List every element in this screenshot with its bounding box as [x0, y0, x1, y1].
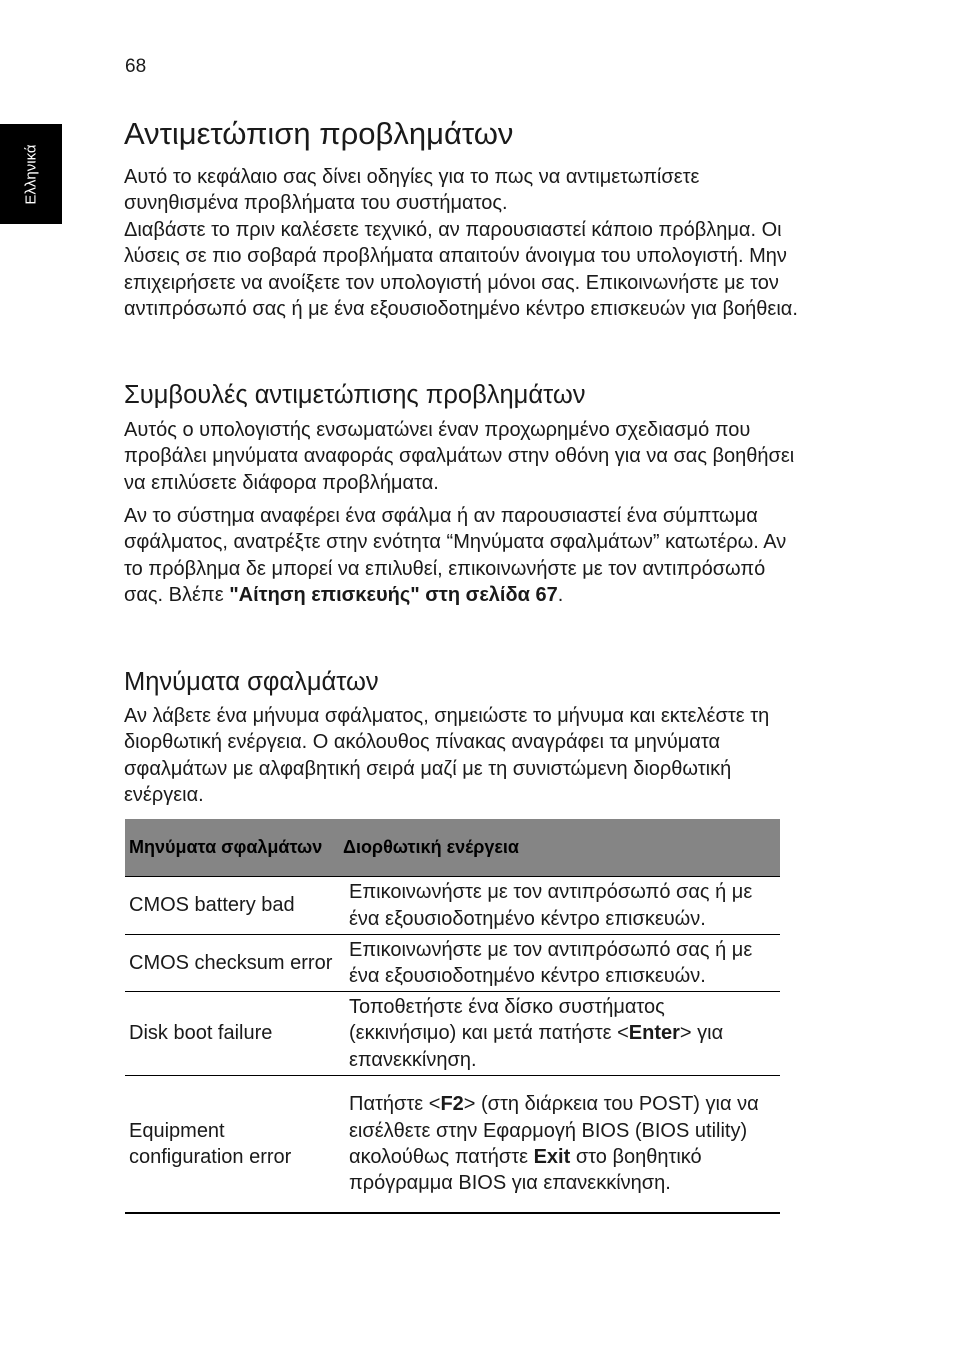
- language-tab-label: Ελληνικά: [22, 143, 40, 205]
- tips-heading: Συμβουλές αντιμετώπισης προβλημάτων: [124, 381, 586, 409]
- page-number: 68: [125, 56, 147, 77]
- column-header-message: Μηνύματα σφαλμάτων: [125, 819, 339, 877]
- error-message-cell: CMOS battery bad: [125, 877, 339, 935]
- action-text: > (στη διάρκεια του POST) για να εισέλθετε στην Εφαρμογή BIOS (BIOS utility) ακολούθως πατήστε: [349, 1093, 759, 1168]
- tips-paragraph-2-end: .: [557, 584, 564, 607]
- error-messages-table: [125, 819, 780, 1214]
- f2-key-label: F2: [440, 1093, 464, 1116]
- error-message-cell: Equipment configuration error: [125, 1076, 339, 1214]
- corrective-action-cell: Επικοινωνήστε με τον αντιπρόσωπό σας ή με ένα εξουσιοδοτημένο κέντρο επισκευών.: [339, 877, 780, 935]
- error-message-cell: Disk boot failure: [125, 992, 339, 1076]
- errors-intro: Αν λάβετε ένα μήνυμα σφάλματος, σημειώστε το μήνυμα και εκτελέστε τη διορθωτική ενέργεια. Ο ακόλουθος πίνακας αναγράφει τα μηνύματα σφαλμάτων με αλφαβητική σειρά μαζί με τη συνιστώμενη διορθωτική ενέργεια.: [124, 705, 770, 807]
- table-row: [125, 992, 780, 1076]
- action-text: Τοποθετήστε ένα δίσκο συστήματος (εκκινήσιμο) και μετά πατήστε <: [349, 995, 665, 1045]
- action-text: Πατήστε <: [349, 1093, 441, 1116]
- tips-paragraph-1: Αυτός ο υπολογιστής ενσωματώνει έναν προχωρημένο σχεδιασμό που προβάλει μηνύματα αναφοράς σφαλμάτων στην οθόνη για να σας βοηθήσει να επιλύσετε διάφορα προβλήματα.: [124, 419, 795, 494]
- page-title: Αντιμετώπιση προβλημάτων: [124, 116, 514, 151]
- action-text: > για επανεκκίνηση.: [349, 1022, 724, 1071]
- column-header-action: Διορθωτική ενέργεια: [339, 819, 780, 877]
- corrective-action-cell: Επικοινωνήστε με τον αντιπρόσωπό σας ή με ένα εξουσιοδοτημένο κέντρο επισκευών.: [339, 935, 780, 992]
- intro-line-1: Αυτό το κεφάλαιο σας δίνει οδηγίες για το πως να αντιμετωπίσετε συνηθισμένα προβλήματα του συστήματος.: [124, 166, 700, 215]
- table-row: [125, 935, 780, 992]
- action-text: στο βοηθητικό πρόγραμμα BIOS για επανεκκίνηση.: [349, 1146, 702, 1195]
- repair-request-link[interactable]: "Αίτηση επισκευής" στη σελίδα 67: [229, 584, 558, 607]
- error-message-cell: CMOS checksum error: [125, 935, 339, 992]
- errors-heading: Μηνύματα σφαλμάτων: [124, 668, 379, 696]
- intro-line-2: Διαβάστε το πριν καλέσετε τεχνικό, αν παρουσιαστεί κάποιο πρόβλημα. Οι λύσεις σε πιο σοβαρά προβλήματα απαιτούν άνοιγμα του υπολογιστή. Μην επιχειρήσετε να ανοίξετε τον υπολογιστή μόνοι σας. Επικοινωνήστε με τον αντιπρόσωπό σας ή με ένα εξουσιοδοτημένο κέντρο επισκευών για βοήθεια.: [124, 218, 798, 321]
- enter-key-label: Enter: [628, 1022, 680, 1045]
- corrective-action-cell: [339, 992, 780, 1076]
- intro-paragraph: [124, 164, 808, 322]
- corrective-action-cell: [339, 1076, 780, 1214]
- language-tab: [0, 124, 62, 224]
- table-header-row: [125, 819, 780, 877]
- table-row: [125, 1076, 780, 1214]
- tips-paragraph-2: [124, 503, 808, 609]
- tips-paragraph-2-text: Αν το σύστημα αναφέρει ένα σφάλμα ή αν παρουσιαστεί ένα σύμπτωμα σφάλματος, ανατρέξτε στην ενότητα “Μηνύματα σφαλμάτων” κατωτέρω. Αν το πρόβλημα δε μπορεί να επιλυθεί, επικοινωνήστε με τον αντιπρόσωπό σας. Βλέπε: [124, 505, 787, 607]
- table-row: [125, 877, 780, 935]
- exit-key-label: Exit: [533, 1146, 571, 1168]
